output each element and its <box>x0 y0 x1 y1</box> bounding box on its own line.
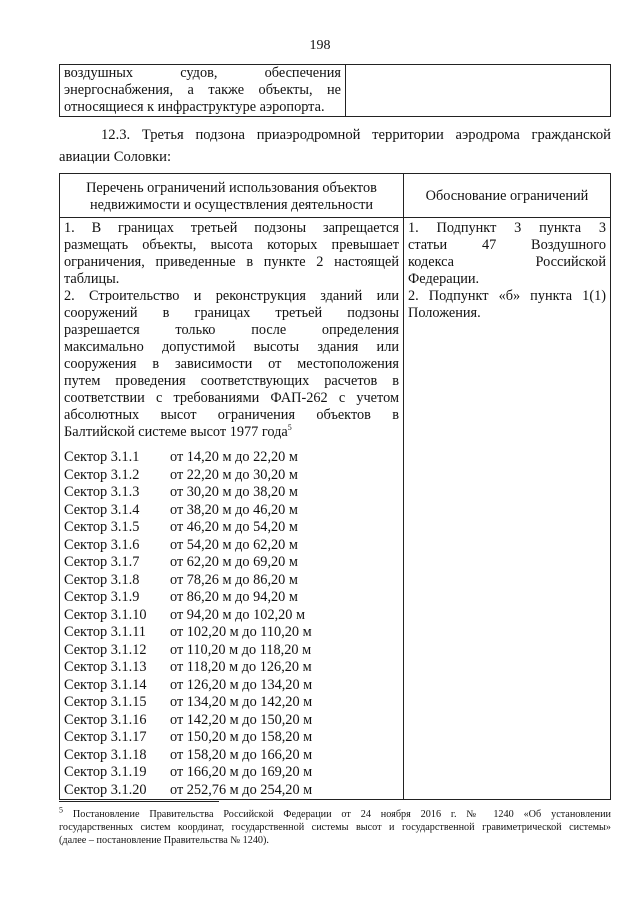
sector-height-range: от 150,20 м до 158,20 м <box>170 729 313 745</box>
header-restrictions-line-1: Перечень ограничений использования объектов <box>86 179 377 196</box>
page-number: 198 <box>309 38 331 53</box>
sector-name: Сектор 3.1.6 <box>64 536 140 553</box>
sector-height-range: от 110,20 м до 118,20 м <box>170 641 312 658</box>
sector-height-range: от 102,20 м до 110,20 м <box>170 624 312 640</box>
sector-row <box>64 677 399 695</box>
text-line: ограничения, приведенные в пункте 2 настоящей <box>64 254 399 270</box>
text-line: 1. В границах третьей подзоны запрещается <box>64 220 399 236</box>
sector-row <box>64 642 399 660</box>
sector-name: Сектор 3.1.17 <box>64 729 147 745</box>
sector-name: Сектор 3.1.2 <box>64 466 140 483</box>
sector-row <box>64 484 399 502</box>
sector-row <box>64 607 399 625</box>
text-line: воздушных судов, обеспечения <box>64 65 341 81</box>
footnote <box>59 805 611 847</box>
sector-row <box>64 659 399 677</box>
sector-height-range: от 54,20 м до 62,20 м <box>170 536 298 553</box>
sector-name: Сектор 3.1.9 <box>64 589 140 605</box>
sector-name: Сектор 3.1.20 <box>64 781 147 798</box>
sector-name: Сектор 3.1.1 <box>64 449 140 465</box>
section-heading-line-2: авиации Соловки: <box>59 149 171 165</box>
sector-name: Сектор 3.1.19 <box>64 764 147 780</box>
text-line: максимально допустимой высоты здания или <box>64 339 399 355</box>
footnote-line-3: (далее – постановление Правительства № 1240). <box>59 835 269 846</box>
sector-height-range: от 86,20 м до 94,20 м <box>170 589 298 605</box>
text-line: 1. Подпункт 3 пункта 3 <box>408 220 606 236</box>
text-line: соответствии с требованиями ФАП-262 с учетом <box>64 390 399 406</box>
footnote-line-1: $^5$ Постановление Правительства Российской Федерации от 24 ноября 2016 г. № 1240 «Об установлении <box>59 805 611 820</box>
sector-row <box>64 554 399 572</box>
sector-name: Сектор 3.1.11 <box>64 624 146 640</box>
sector-height-range: от 78,26 м до 86,20 м <box>170 571 298 588</box>
text-line: относящиеся к инфраструктуре аэропорта. <box>64 99 325 115</box>
text-line: статьи 47 Воздушного <box>408 237 606 253</box>
sector-name: Сектор 3.1.3 <box>64 484 140 500</box>
text-line: путем проведения соответствующих расчетов в <box>64 373 399 389</box>
text-line: Балтийской системе высот 1977 года$^5$ <box>64 423 292 440</box>
sector-row <box>64 589 399 607</box>
justification-text <box>404 218 610 322</box>
sector-row <box>64 729 399 747</box>
footnote-marker: 5 <box>59 805 63 815</box>
sector-row <box>64 747 399 765</box>
sector-height-range: от 252,76 м до 254,20 м <box>170 781 313 798</box>
sector-height-range: от 22,20 м до 30,20 м <box>170 466 298 483</box>
sector-list <box>60 441 403 799</box>
text-line: сооружения в зависимости от местоположения <box>64 356 399 372</box>
sector-row <box>64 764 399 782</box>
sector-name: Сектор 3.1.5 <box>64 519 140 535</box>
sector-name: Сектор 3.1.16 <box>64 711 147 728</box>
sector-height-range: от 166,20 м до 169,20 м <box>170 764 313 780</box>
justification-cell <box>404 218 611 800</box>
sector-name: Сектор 3.1.7 <box>64 554 140 570</box>
sector-height-range: от 118,20 м до 126,20 м <box>170 659 312 675</box>
sector-row <box>64 449 399 467</box>
sector-height-range: от 126,20 м до 134,20 м <box>170 676 313 693</box>
text-line: 2. Строительство и реконструкция зданий или <box>64 288 399 304</box>
text-line: сооружений в границах третьей подзоны <box>64 305 399 321</box>
sector-name: Сектор 3.1.13 <box>64 659 147 675</box>
text-line: Федерации. <box>408 271 480 287</box>
sector-name: Сектор 3.1.12 <box>64 641 147 658</box>
sector-height-range: от 134,20 м до 142,20 м <box>170 694 313 710</box>
header-restrictions <box>60 174 404 218</box>
text-line: 2. Подпункт «б» пункта 1(1) <box>408 288 606 304</box>
text-line: абсолютных высот ограничения объектов в <box>64 407 399 423</box>
text-line: разрешается только после определения <box>64 322 399 338</box>
sector-name: Сектор 3.1.15 <box>64 694 147 710</box>
continuation-right-cell <box>346 65 611 117</box>
footnote-line-2: государственных систем координат, государственной системы высот и государственной гравиметрической системы» <box>59 822 611 833</box>
header-justification: Обоснование ограничений <box>404 174 611 218</box>
text-line: размещать объекты, высота которых превышает <box>64 237 399 253</box>
text-line: кодекса Российской <box>408 254 606 270</box>
restrictions-text <box>60 218 403 441</box>
sector-height-range: от 14,20 м до 22,20 м <box>170 449 298 465</box>
sector-row <box>64 712 399 730</box>
sector-height-range: от 94,20 м до 102,20 м <box>170 606 306 623</box>
sector-row <box>64 572 399 590</box>
sector-height-range: от 46,20 м до 54,20 м <box>170 519 298 535</box>
sector-height-range: от 142,20 м до 150,20 м <box>170 711 313 728</box>
text-line: Положения. <box>408 305 481 321</box>
header-restrictions-line-2: недвижимости и осуществления деятельности <box>89 196 374 213</box>
sector-height-range: от 158,20 м до 166,20 м <box>170 746 313 763</box>
restrictions-table <box>59 173 611 800</box>
text-line: таблицы. <box>64 271 120 287</box>
sector-row <box>64 519 399 537</box>
sector-row <box>64 694 399 712</box>
footnote-divider <box>59 801 219 802</box>
sector-row <box>64 537 399 555</box>
footnote-reference: 5 <box>287 423 292 433</box>
continuation-left-cell <box>60 65 346 117</box>
sector-name: Сектор 3.1.14 <box>64 676 147 693</box>
sector-height-range: от 30,20 м до 38,20 м <box>170 484 298 500</box>
sector-name: Сектор 3.1.10 <box>64 606 147 623</box>
sector-row <box>64 782 399 800</box>
sector-row <box>64 467 399 485</box>
sector-row <box>64 624 399 642</box>
sector-name: Сектор 3.1.18 <box>64 746 147 763</box>
restrictions-cell <box>60 218 404 800</box>
section-heading <box>59 124 611 168</box>
sector-row <box>64 502 399 520</box>
sector-name: Сектор 3.1.4 <box>64 501 140 518</box>
sector-height-range: от 62,20 м до 69,20 м <box>170 554 298 570</box>
section-heading-line-1: 12.3. Третья подзона приаэродромной территории аэродрома гражданской <box>101 127 611 143</box>
sector-height-range: от 38,20 м до 46,20 м <box>170 501 298 518</box>
text-line: энергоснабжения, а также объекты, не <box>64 82 341 98</box>
continuation-table <box>59 64 611 117</box>
sector-name: Сектор 3.1.8 <box>64 571 140 588</box>
